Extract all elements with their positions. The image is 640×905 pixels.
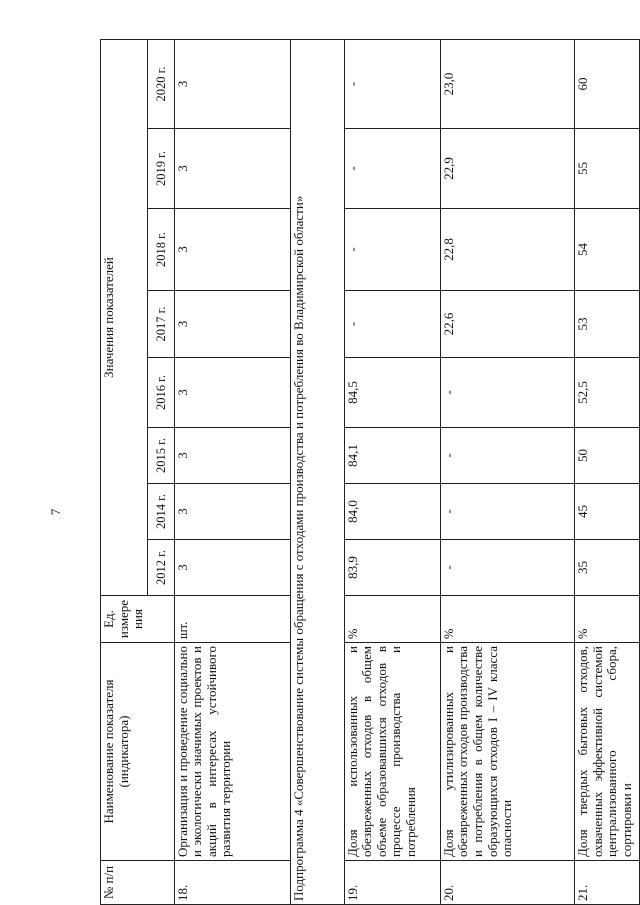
row-number: 18. — [174, 861, 290, 905]
unit-cell: % — [344, 596, 440, 643]
indicator-name: Доля утилизированных и обезвреженных отходов производства и потребления в общем количестве образующихся отходов I – IV класса опасности — [440, 643, 574, 861]
header-num: № п/п — [101, 861, 175, 905]
value-cell: 60 — [575, 39, 640, 128]
subprogram-row — [291, 39, 345, 904]
value-cell: - — [440, 484, 574, 540]
value-cell: 84,1 — [344, 428, 440, 484]
value-cell: 3 — [174, 358, 290, 428]
value-cell: 22,9 — [440, 129, 574, 209]
value-cell: 3 — [174, 428, 290, 484]
page-number: 7 — [48, 508, 63, 516]
unit-cell: % — [440, 596, 574, 643]
value-cell: 53 — [575, 291, 640, 358]
table-row — [440, 39, 574, 904]
value-cell: 45 — [575, 484, 640, 540]
value-cell: 55 — [575, 129, 640, 209]
table-row — [344, 39, 440, 904]
value-cell: 3 — [174, 540, 290, 596]
year-header: 2017 г. — [147, 291, 174, 358]
header-values-group: Значения показателей — [101, 39, 148, 595]
value-cell: - — [344, 291, 440, 358]
year-header: 2015 г. — [147, 428, 174, 484]
value-cell: - — [440, 540, 574, 596]
value-cell: - — [344, 209, 440, 291]
value-cell: 84,0 — [344, 484, 440, 540]
rotated-table-wrapper — [100, 40, 640, 905]
indicator-name: Доля твердых бытовых отходов, охваченных эффективной системой централизованного сбора, сортировки и — [575, 646, 634, 857]
value-cell: 3 — [174, 129, 290, 209]
value-cell: 54 — [575, 209, 640, 291]
value-cell: 84,5 — [344, 358, 440, 428]
value-cell: - — [344, 129, 440, 209]
table-row — [575, 39, 640, 904]
value-cell: 23,0 — [440, 39, 574, 128]
value-cell: 35 — [575, 540, 640, 596]
year-header: 2020 г. — [147, 39, 174, 128]
value-cell: - — [440, 358, 574, 428]
header-name: Наименование показателя (индикатора) — [101, 643, 175, 861]
value-cell: 3 — [174, 291, 290, 358]
value-cell: 22,8 — [440, 209, 574, 291]
year-header: 2016 г. — [147, 358, 174, 428]
value-cell: 3 — [174, 484, 290, 540]
row-number: 20. — [440, 861, 574, 905]
year-header: 2012 г. — [147, 540, 174, 596]
value-cell: 52,5 — [575, 358, 640, 428]
value-cell: 3 — [174, 209, 290, 291]
value-cell: 22,6 — [440, 291, 574, 358]
year-header: 2019 г. — [147, 129, 174, 209]
value-cell: - — [344, 39, 440, 128]
row-number: 19. — [344, 861, 440, 905]
indicators-table — [100, 39, 640, 905]
year-header: 2014 г. — [147, 484, 174, 540]
unit-cell: % — [575, 596, 640, 643]
row-number: 21. — [575, 861, 640, 905]
year-header: 2018 г. — [147, 209, 174, 291]
indicator-name: Организация и проведение социально и экологически значимых проектов и акций в интересах устойчивого развития территории — [174, 643, 290, 861]
value-cell: 50 — [575, 428, 640, 484]
unit-cell: шт. — [174, 596, 290, 643]
value-cell: - — [440, 428, 574, 484]
value-cell: 3 — [174, 39, 290, 128]
table-row — [174, 39, 290, 904]
indicator-name: Доля использованных и обезвреженных отходов в общем объеме образовавшихся отходов в процессе производства и потребления — [344, 643, 440, 861]
header-unit: Ед. измере ния — [101, 596, 175, 643]
value-cell: 83,9 — [344, 540, 440, 596]
header-row — [101, 39, 148, 904]
subprogram-title: Подпрограмма 4 «Совершенствование системы обращения с отходами производства и потребления во Владимирской области» — [291, 39, 345, 904]
